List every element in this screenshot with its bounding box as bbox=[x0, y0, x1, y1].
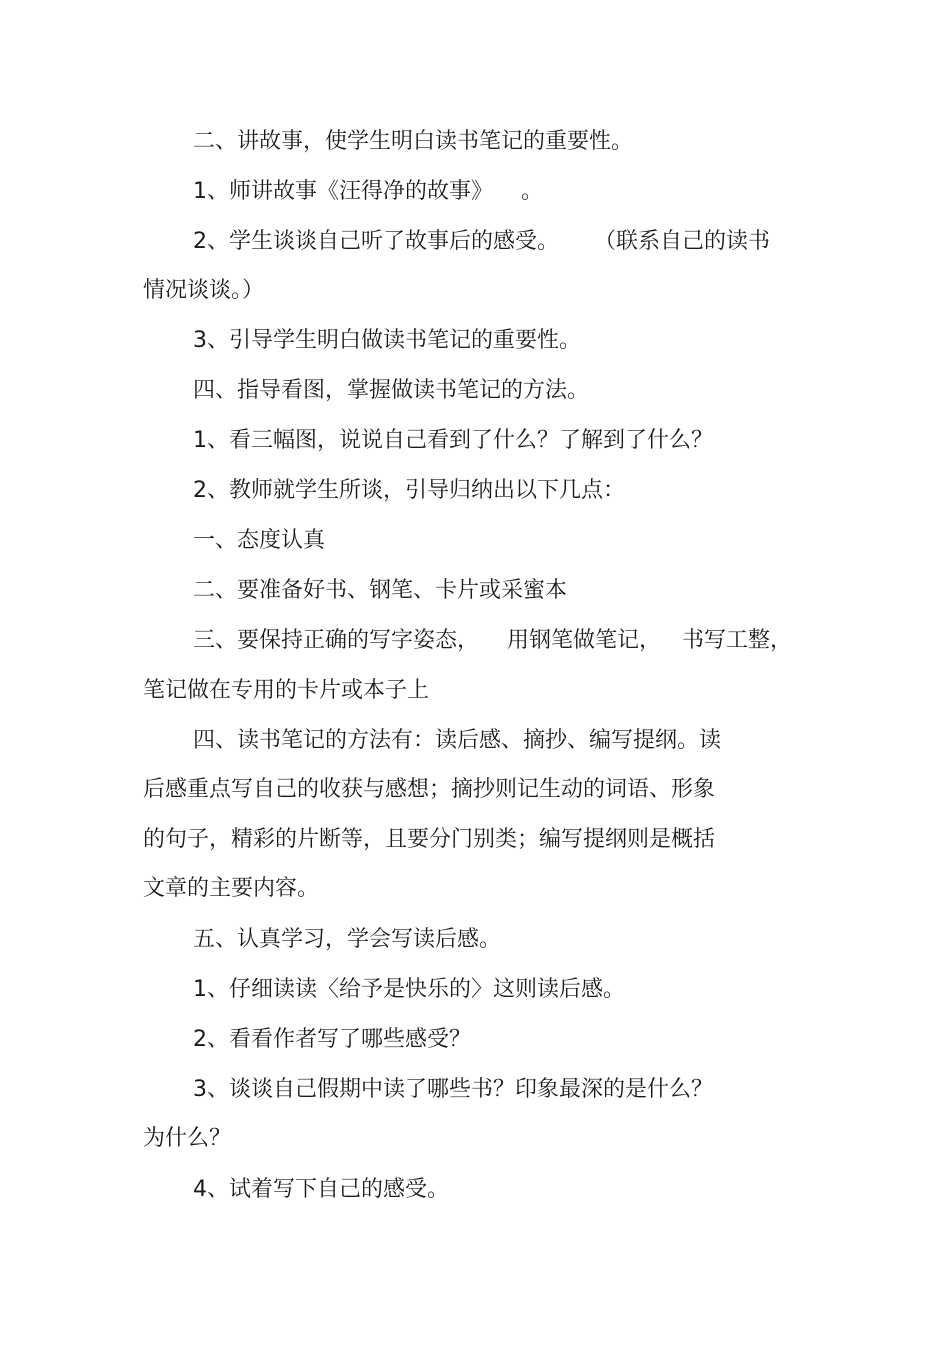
list-item: 1、看三幅图，说说自己看到了什么？了解到了什么？ bbox=[193, 428, 713, 453]
list-item: 4、试着写下自己的感受。 bbox=[193, 1177, 449, 1202]
list-item: 2、学生谈谈自己听了故事后的感受。 （联系自己的读书 bbox=[193, 229, 770, 254]
list-item: 三、要保持正确的写字姿态， 用钢笔做笔记， 书写工整， bbox=[193, 628, 792, 653]
list-item-continuation: 的句子，精彩的片断等，且要分门别类；编写提纲则是概括 bbox=[143, 827, 716, 852]
list-item-continuation: 后感重点写自己的收获与感想；摘抄则记生动的词语、形象 bbox=[143, 777, 716, 802]
section-heading-study: 五、认真学习，学会写读后感。 bbox=[193, 927, 502, 952]
list-item: 1、师讲故事《汪得净的故事》 。 bbox=[193, 179, 543, 204]
list-item: 2、教师就学生所谈，引导归纳出以下几点： bbox=[193, 478, 625, 503]
list-item-continuation: 为什么？ bbox=[143, 1126, 232, 1151]
list-item: 二、要准备好书、钢笔、卡片或采蜜本 bbox=[193, 578, 568, 603]
section-heading-story: 二、讲故事，使学生明白读书笔记的重要性。 bbox=[193, 129, 634, 154]
list-item: 一、态度认真 bbox=[193, 528, 326, 553]
list-item: 3、谈谈自己假期中读了哪些书？印象最深的是什么？ bbox=[193, 1077, 713, 1102]
list-item: 2、看看作者写了哪些感受？ bbox=[193, 1027, 471, 1052]
list-item-continuation: 笔记做在专用的卡片或本子上 bbox=[143, 678, 430, 703]
list-item: 3、引导学生明白做读书笔记的重要性。 bbox=[193, 328, 581, 353]
list-item-continuation: 情况谈谈。） bbox=[143, 278, 265, 303]
list-item: 1、仔细读读〈给予是快乐的〉这则读后感。 bbox=[193, 977, 625, 1002]
list-item-continuation: 文章的主要内容。 bbox=[143, 876, 320, 901]
list-item: 四、读书笔记的方法有：读后感、摘抄、编写提纲。读 bbox=[193, 728, 722, 753]
section-heading-guide: 四、指导看图，掌握做读书笔记的方法。 bbox=[193, 378, 590, 403]
